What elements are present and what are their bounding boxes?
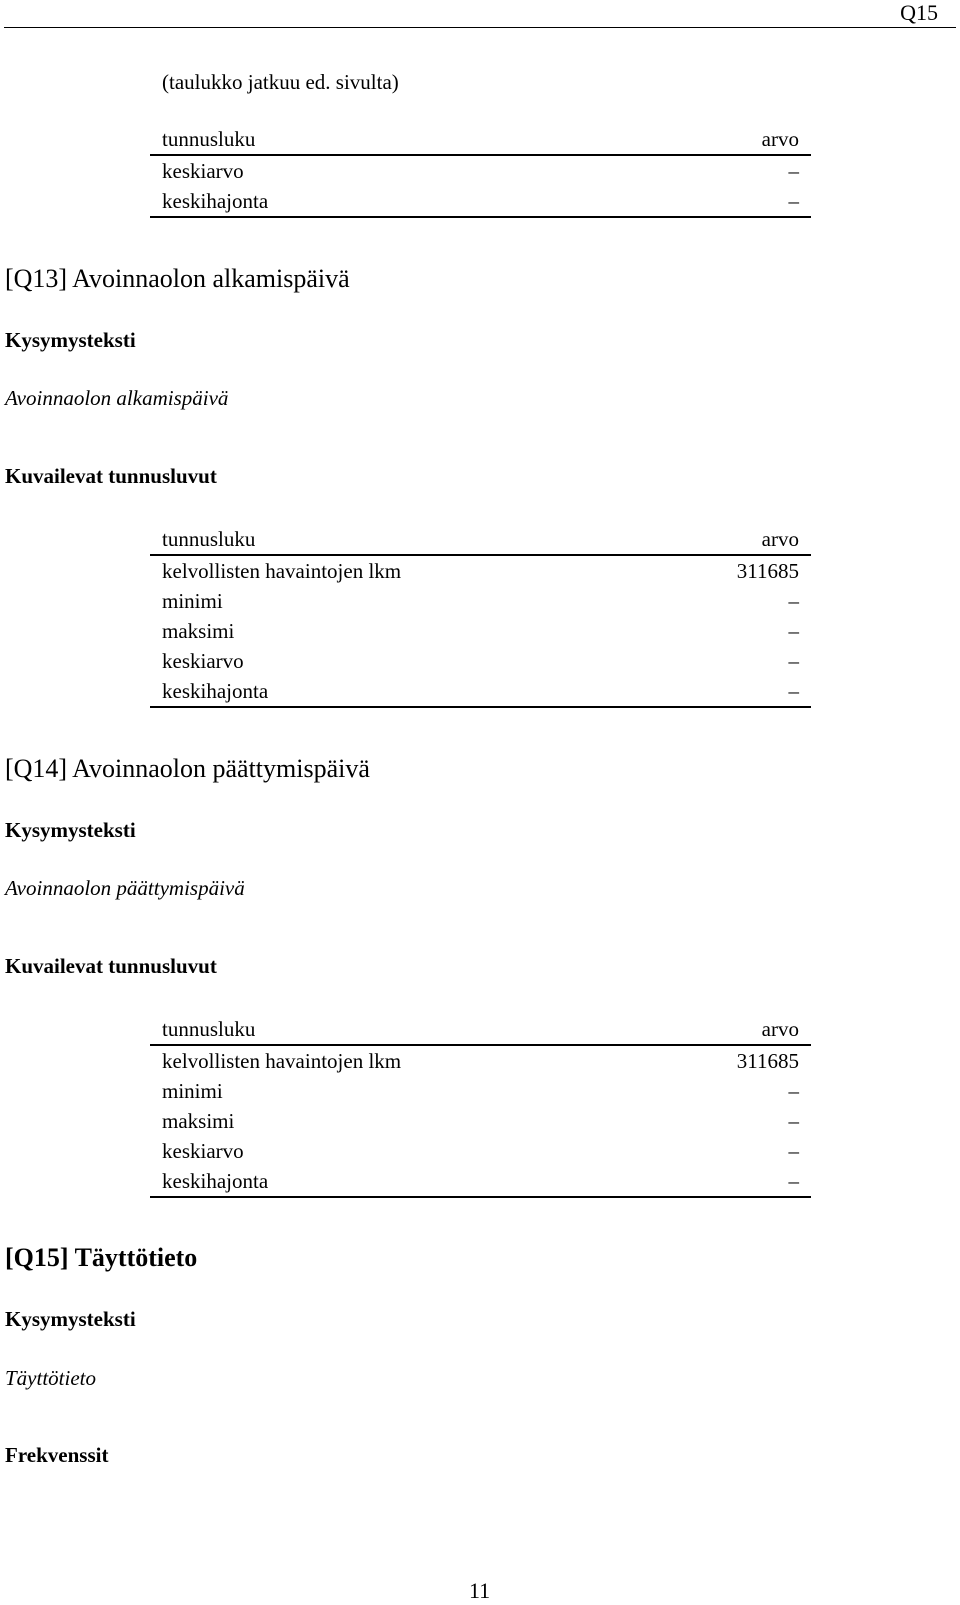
stat-label: maksimi [162, 619, 235, 643]
table-row [150, 155, 811, 186]
table-row [150, 676, 811, 707]
col-header-value: arvo [648, 524, 811, 555]
table-row [150, 1076, 811, 1106]
stat-value: – [599, 186, 811, 217]
table-row [150, 1166, 811, 1197]
section-title-q14: [Q14] Avoinnaolon päättymispäivä [5, 754, 370, 783]
stat-value: 311685 [736, 1049, 799, 1073]
stat-value: – [648, 676, 811, 707]
table-row [150, 586, 811, 616]
question-text: Täyttötieto [5, 1366, 96, 1390]
table-row [150, 1136, 811, 1166]
section-title-q13: [Q13] Avoinnaolon alkamispäivä [5, 264, 350, 293]
descriptive-stats-heading: Kuvailevat tunnusluvut [5, 464, 217, 488]
table-header-row [150, 1014, 811, 1045]
stat-value: – [788, 1139, 799, 1163]
question-text: Avoinnaolon alkamispäivä [5, 386, 229, 410]
continuation-note: (taulukko jatkuu ed. sivulta) [162, 70, 399, 94]
stat-value: – [788, 1079, 799, 1103]
table-row [150, 646, 811, 676]
stat-label: keskihajonta [150, 676, 648, 707]
question-text-heading: Kysymysteksti [5, 818, 136, 842]
stat-label: kelvollisten havaintojen lkm [162, 1049, 402, 1073]
stats-table-continued [150, 124, 811, 218]
col-header-stat: tunnusluku [150, 1014, 648, 1045]
col-header-value: arvo [599, 124, 811, 155]
header-rule [4, 27, 956, 28]
stat-label: keskiarvo [162, 649, 244, 673]
table-row [150, 186, 811, 217]
stat-label: keskiarvo [162, 1139, 244, 1163]
stat-value: – [788, 589, 799, 613]
col-header-value: arvo [648, 1014, 811, 1045]
question-text: Avoinnaolon päättymispäivä [5, 876, 245, 900]
stat-label: minimi [162, 1079, 223, 1103]
table-header-row [150, 524, 811, 555]
stat-label: keskihajonta [150, 186, 599, 217]
stat-value: – [788, 1109, 799, 1133]
stat-label: maksimi [162, 1109, 235, 1133]
stat-label: minimi [162, 589, 223, 613]
table-row [150, 555, 811, 586]
question-text-heading: Kysymysteksti [5, 328, 136, 352]
stat-value: 311685 [736, 559, 799, 583]
col-header-stat: tunnusluku [150, 124, 599, 155]
stats-table-q13 [150, 524, 811, 708]
stat-label: keskihajonta [150, 1166, 648, 1197]
stat-value: – [648, 1166, 811, 1197]
stats-table-q14 [150, 1014, 811, 1198]
table-row [150, 1106, 811, 1136]
running-header: Q15 [900, 0, 938, 25]
question-text-heading: Kysymysteksti [5, 1307, 136, 1331]
stat-value: – [788, 649, 799, 673]
stat-label: keskiarvo [162, 159, 244, 183]
frequencies-heading: Frekvenssit [5, 1443, 109, 1467]
page-number: 11 [469, 1578, 491, 1603]
table-row [150, 1045, 811, 1076]
stat-value: – [788, 159, 799, 183]
section-title-q15: [Q15] Täyttötieto [5, 1243, 198, 1272]
stat-value: – [788, 619, 799, 643]
stat-label: kelvollisten havaintojen lkm [162, 559, 402, 583]
table-row [150, 616, 811, 646]
table-header-row [150, 124, 811, 155]
col-header-stat: tunnusluku [150, 524, 648, 555]
descriptive-stats-heading: Kuvailevat tunnusluvut [5, 954, 217, 978]
